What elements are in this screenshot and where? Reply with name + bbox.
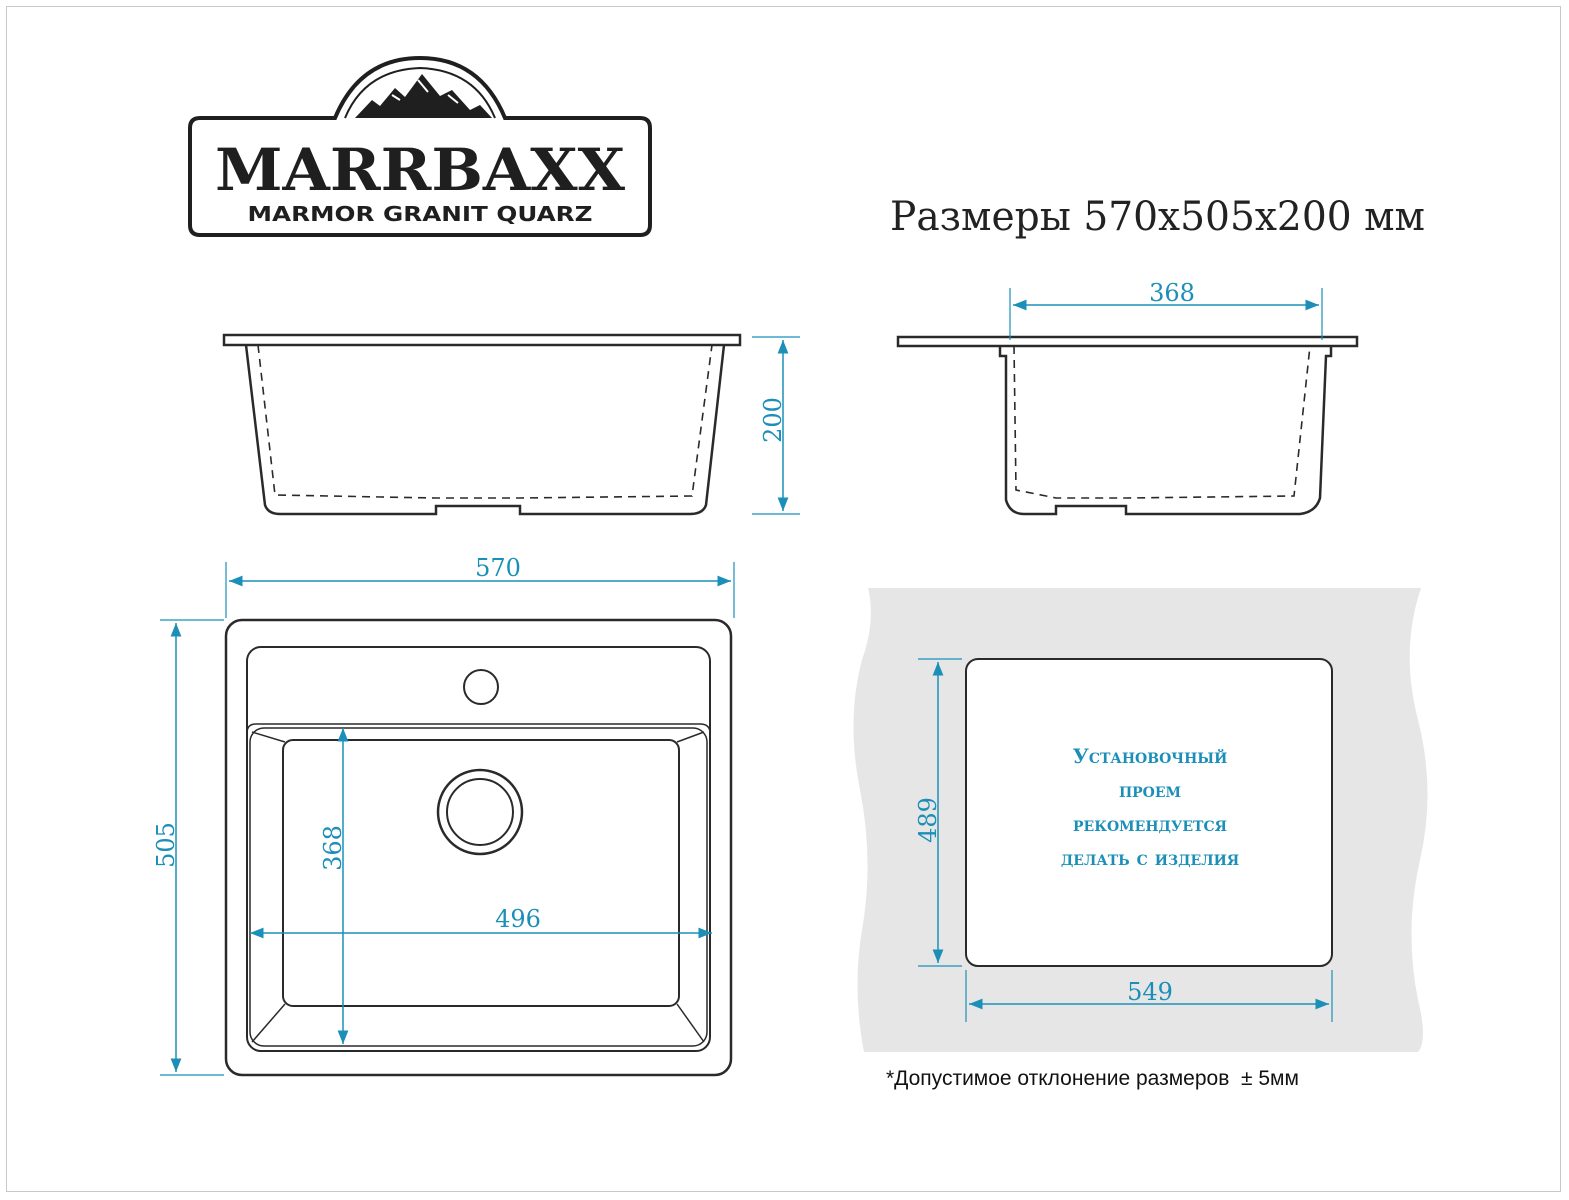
front-view	[898, 337, 1357, 514]
cutout-note-line2: проем	[1118, 778, 1182, 802]
dim-bowl-depth-label: 368	[319, 825, 347, 871]
dim-cutout-width-label: 549	[1127, 978, 1173, 1006]
cutout-note-line4: делать с изделия	[1060, 846, 1240, 870]
dim-side-height-label: 200	[759, 397, 787, 443]
cutout-note-line3: рекомендуется	[1073, 812, 1227, 836]
page-title: Размеры 570х505х200 мм	[890, 194, 1425, 240]
dim-overall-width-label: 570	[475, 554, 521, 582]
brand-name: MARRBAXX	[215, 136, 625, 204]
faucet-hole-icon	[464, 670, 498, 704]
brand-tagline: MARMOR GRANIT QUARZ	[247, 202, 593, 226]
dim-overall-width	[226, 554, 734, 618]
dim-overall-depth	[152, 620, 224, 1075]
side-view	[224, 335, 740, 514]
dim-front-width	[1010, 279, 1322, 340]
tolerance-note: *Допустимое отклонение размеров ± 5мм	[886, 1067, 1299, 1090]
dim-front-width-label: 368	[1149, 279, 1195, 307]
cutout-note-line1: Установочный	[1072, 744, 1228, 768]
dim-side-height	[752, 337, 800, 514]
dim-bowl-depth	[319, 728, 347, 1044]
drain-icon	[438, 770, 522, 854]
brand-logo	[190, 58, 650, 235]
dim-bowl-width	[250, 905, 712, 933]
dim-overall-depth-label: 505	[152, 822, 180, 868]
dim-cutout-height-label: 489	[914, 797, 942, 843]
dim-bowl-width-label: 496	[495, 905, 541, 933]
top-view	[226, 620, 731, 1075]
